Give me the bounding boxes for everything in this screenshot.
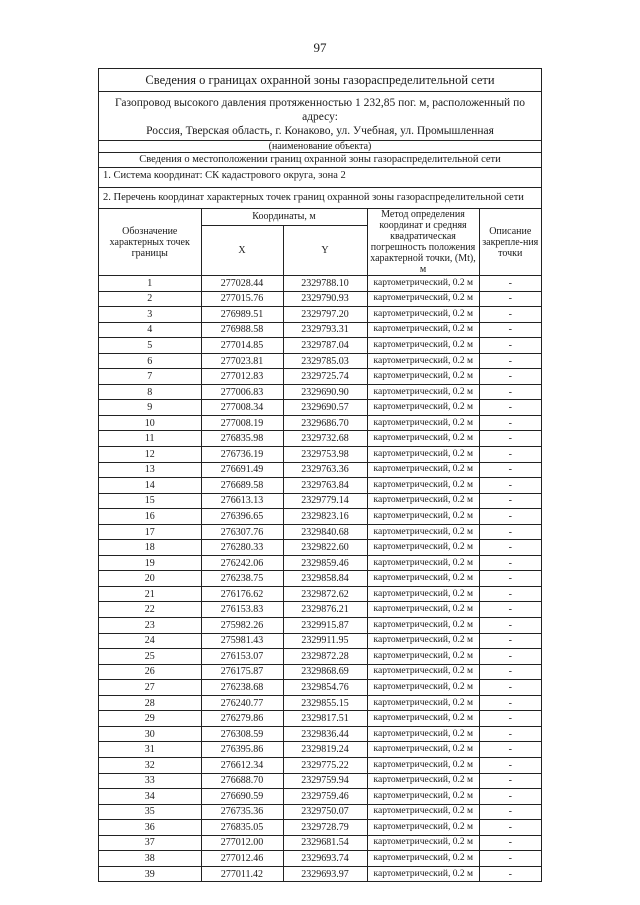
coord-y: 2329868.69 [283,664,367,680]
coord-y: 2329750.07 [283,804,367,820]
coord-y: 2329681.54 [283,835,367,851]
section-title: Сведения о местоположении границ охранной зоны газораспределительной сети [99,153,541,168]
description: - [479,695,541,711]
table-row [99,307,541,323]
table-row [99,462,541,478]
table-row [99,664,541,680]
coord-x: 276988.58 [201,322,283,338]
method: картометрический, 0.2 м [367,711,479,727]
table-row [99,493,541,509]
method: картометрический, 0.2 м [367,384,479,400]
description: - [479,524,541,540]
table-row [99,726,541,742]
table-row [99,820,541,836]
method: картометрический, 0.2 м [367,866,479,881]
coord-y: 2329779.14 [283,493,367,509]
coord-x: 276176.62 [201,586,283,602]
method: картометрический, 0.2 м [367,602,479,618]
coord-y: 2329759.94 [283,773,367,789]
table-row [99,602,541,618]
point-number: 9 [99,400,201,416]
method: картометрический, 0.2 м [367,509,479,525]
description: - [479,866,541,881]
coord-x: 276153.83 [201,602,283,618]
point-number: 29 [99,711,201,727]
table-row [99,447,541,463]
coord-x: 276691.49 [201,462,283,478]
header-point: Обозначение характерных точек границы [99,209,201,276]
coord-x: 276396.65 [201,509,283,525]
coord-y: 2329872.62 [283,586,367,602]
method: картометрический, 0.2 м [367,835,479,851]
method: картометрический, 0.2 м [367,369,479,385]
table-row [99,571,541,587]
coord-x: 277028.44 [201,276,283,292]
table-row [99,540,541,556]
coord-x: 277011.42 [201,866,283,881]
coord-y: 2329775.22 [283,757,367,773]
point-number: 25 [99,649,201,665]
description: - [479,633,541,649]
description: - [479,307,541,323]
header-description: Описание закрепле-ния точки [479,209,541,276]
method: картометрический, 0.2 м [367,447,479,463]
coord-y: 2329817.51 [283,711,367,727]
object-description [99,92,541,141]
description: - [479,338,541,354]
coord-x: 277012.46 [201,851,283,867]
table-row [99,291,541,307]
method: картометрический, 0.2 м [367,400,479,416]
table-row [99,400,541,416]
coord-y: 2329763.84 [283,478,367,494]
coord-y: 2329787.04 [283,338,367,354]
coord-y: 2329855.15 [283,695,367,711]
description: - [479,431,541,447]
method: картометрический, 0.2 м [367,338,479,354]
coord-y: 2329858.84 [283,571,367,587]
point-number: 17 [99,524,201,540]
method: картометрический, 0.2 м [367,524,479,540]
point-number: 37 [99,835,201,851]
coord-x: 275981.43 [201,633,283,649]
point-number: 16 [99,509,201,525]
point-number: 26 [99,664,201,680]
coord-x: 276989.51 [201,307,283,323]
description: - [479,820,541,836]
description: - [479,276,541,292]
table-row [99,478,541,494]
table-row [99,835,541,851]
method: картометрический, 0.2 м [367,789,479,805]
method: картометрический, 0.2 м [367,291,479,307]
method: картометрический, 0.2 м [367,571,479,587]
point-number: 7 [99,369,201,385]
point-number: 5 [99,338,201,354]
point-number: 33 [99,773,201,789]
coord-y: 2329854.76 [283,680,367,696]
method: картометрический, 0.2 м [367,664,479,680]
method: картометрический, 0.2 м [367,649,479,665]
coord-y: 2329759.46 [283,789,367,805]
point-number: 19 [99,555,201,571]
coord-x: 277015.76 [201,291,283,307]
description: - [479,789,541,805]
header-method: Метод определения координат и средняя квадратическая погрешность положения характерной точки, (Mt), м [367,209,479,276]
coord-y: 2329763.36 [283,462,367,478]
coord-x: 276835.05 [201,820,283,836]
table-row [99,649,541,665]
point-number: 8 [99,384,201,400]
coord-y: 2329822.60 [283,540,367,556]
method: картометрический, 0.2 м [367,773,479,789]
table-row [99,866,541,881]
method: картометрический, 0.2 м [367,353,479,369]
description: - [479,571,541,587]
point-number: 10 [99,415,201,431]
point-number: 1 [99,276,201,292]
coord-y: 2329785.03 [283,353,367,369]
point-number: 18 [99,540,201,556]
table-row [99,322,541,338]
coord-x: 276835.98 [201,431,283,447]
table-row [99,711,541,727]
point-number: 14 [99,478,201,494]
point-number: 2 [99,291,201,307]
point-number: 6 [99,353,201,369]
coord-x: 276175.87 [201,664,283,680]
method: картометрический, 0.2 м [367,618,479,634]
table-row [99,431,541,447]
description: - [479,369,541,385]
table-row [99,742,541,758]
coord-x: 276153.07 [201,649,283,665]
coord-x: 277008.34 [201,400,283,416]
coord-x: 276307.76 [201,524,283,540]
page-number: 97 [313,40,327,55]
coord-y: 2329728.79 [283,820,367,836]
method: картометрический, 0.2 м [367,307,479,323]
description: - [479,540,541,556]
coord-y: 2329911.95 [283,633,367,649]
description: - [479,384,541,400]
table-row [99,680,541,696]
table-row [99,586,541,602]
method: картометрический, 0.2 м [367,820,479,836]
document-frame [98,68,542,882]
coord-y: 2329693.74 [283,851,367,867]
table-row [99,415,541,431]
coord-x: 276736.19 [201,447,283,463]
coord-y: 2329690.90 [283,384,367,400]
table-row [99,369,541,385]
method: картометрический, 0.2 м [367,680,479,696]
description: - [479,493,541,509]
point-number: 23 [99,618,201,634]
table-row [99,633,541,649]
point-number: 12 [99,447,201,463]
table-row [99,555,541,571]
description: - [479,400,541,416]
point-number: 39 [99,866,201,881]
table-body [99,276,541,882]
coord-x: 276395.86 [201,742,283,758]
description: - [479,447,541,463]
description: - [479,726,541,742]
coord-y: 2329753.98 [283,447,367,463]
method: картометрический, 0.2 м [367,742,479,758]
coord-y: 2329840.68 [283,524,367,540]
method: картометрический, 0.2 м [367,555,479,571]
coord-y: 2329790.93 [283,291,367,307]
coord-y: 2329732.68 [283,431,367,447]
description: - [479,322,541,338]
description: - [479,757,541,773]
method: картометрический, 0.2 м [367,478,479,494]
method: картометрический, 0.2 м [367,462,479,478]
coord-x: 277006.83 [201,384,283,400]
table-row [99,524,541,540]
description: - [479,478,541,494]
coord-x: 276238.75 [201,571,283,587]
table-row [99,789,541,805]
table-row [99,757,541,773]
description: - [479,509,541,525]
description: - [479,851,541,867]
coord-y: 2329797.20 [283,307,367,323]
coordinates-table [99,209,541,881]
description: - [479,711,541,727]
method: картометрический, 0.2 м [367,757,479,773]
description: - [479,353,541,369]
method: картометрический, 0.2 м [367,633,479,649]
coord-x: 276240.77 [201,695,283,711]
description: - [479,291,541,307]
description: - [479,664,541,680]
description: - [479,415,541,431]
point-number: 3 [99,307,201,323]
point-number: 21 [99,586,201,602]
coord-x: 277012.00 [201,835,283,851]
coord-x: 276242.06 [201,555,283,571]
coordinate-system: 1. Система координат: СК кадастрового округа, зона 2 [99,168,541,188]
point-number: 38 [99,851,201,867]
method: картометрический, 0.2 м [367,431,479,447]
point-number: 15 [99,493,201,509]
coord-y: 2329686.70 [283,415,367,431]
description: - [479,773,541,789]
header-y: Y [283,225,367,275]
coord-x: 275982.26 [201,618,283,634]
description: - [479,804,541,820]
description: - [479,680,541,696]
point-number: 31 [99,742,201,758]
table-row [99,276,541,292]
description: - [479,618,541,634]
coord-y: 2329859.46 [283,555,367,571]
coord-y: 2329876.21 [283,602,367,618]
description: - [479,742,541,758]
coord-y: 2329788.10 [283,276,367,292]
coord-y: 2329693.97 [283,866,367,881]
point-number: 22 [99,602,201,618]
table-row [99,851,541,867]
method: картометрический, 0.2 м [367,851,479,867]
list-title: 2. Перечень координат характерных точек границ охранной зоны газораспределительной сети [99,188,541,209]
point-number: 4 [99,322,201,338]
point-number: 30 [99,726,201,742]
point-number: 20 [99,571,201,587]
description: - [479,649,541,665]
point-number: 24 [99,633,201,649]
point-number: 28 [99,695,201,711]
point-number: 11 [99,431,201,447]
point-number: 36 [99,820,201,836]
point-number: 32 [99,757,201,773]
table-row [99,509,541,525]
coord-x: 277008.19 [201,415,283,431]
coord-x: 276688.70 [201,773,283,789]
coord-x: 277014.85 [201,338,283,354]
table-row [99,773,541,789]
coord-x: 276280.33 [201,540,283,556]
coord-x: 276279.86 [201,711,283,727]
coord-x: 276613.13 [201,493,283,509]
table-row [99,695,541,711]
method: картометрический, 0.2 м [367,695,479,711]
coord-y: 2329823.16 [283,509,367,525]
coord-x: 276612.34 [201,757,283,773]
method: картометрический, 0.2 м [367,276,479,292]
point-number: 13 [99,462,201,478]
description: - [479,835,541,851]
coord-y: 2329793.31 [283,322,367,338]
description: - [479,555,541,571]
header-x: X [201,225,283,275]
table-row [99,618,541,634]
object-line-2: Россия, Тверская область, г. Конаково, ул. Учебная, ул. Промышленная [146,125,494,137]
coord-x: 276238.68 [201,680,283,696]
method: картометрический, 0.2 м [367,726,479,742]
object-caption: (наименование объекта) [99,141,541,153]
coord-y: 2329725.74 [283,369,367,385]
method: картометрический, 0.2 м [367,322,479,338]
description: - [479,462,541,478]
point-number: 34 [99,789,201,805]
coord-x: 276690.59 [201,789,283,805]
document-title: Сведения о границах охранной зоны газораспределительной сети [99,69,541,92]
point-number: 27 [99,680,201,696]
coord-x: 277023.81 [201,353,283,369]
object-line-1: Газопровод высокого давления протяженностью 1 232,85 пог. м, расположенный по адресу: [115,97,525,123]
table-row [99,338,541,354]
header-coords: Координаты, м [201,209,367,225]
coord-y: 2329819.24 [283,742,367,758]
coord-y: 2329872.28 [283,649,367,665]
method: картометрический, 0.2 м [367,540,479,556]
table-row [99,353,541,369]
description: - [479,586,541,602]
method: картометрический, 0.2 м [367,804,479,820]
coord-y: 2329836.44 [283,726,367,742]
point-number: 35 [99,804,201,820]
table-row [99,804,541,820]
description: - [479,602,541,618]
coord-y: 2329690.57 [283,400,367,416]
method: картометрический, 0.2 м [367,586,479,602]
coord-x: 276735.36 [201,804,283,820]
table-row [99,384,541,400]
coord-x: 276308.59 [201,726,283,742]
method: картометрический, 0.2 м [367,493,479,509]
method: картометрический, 0.2 м [367,415,479,431]
coord-x: 276689.58 [201,478,283,494]
coord-x: 277012.83 [201,369,283,385]
coord-y: 2329915.87 [283,618,367,634]
